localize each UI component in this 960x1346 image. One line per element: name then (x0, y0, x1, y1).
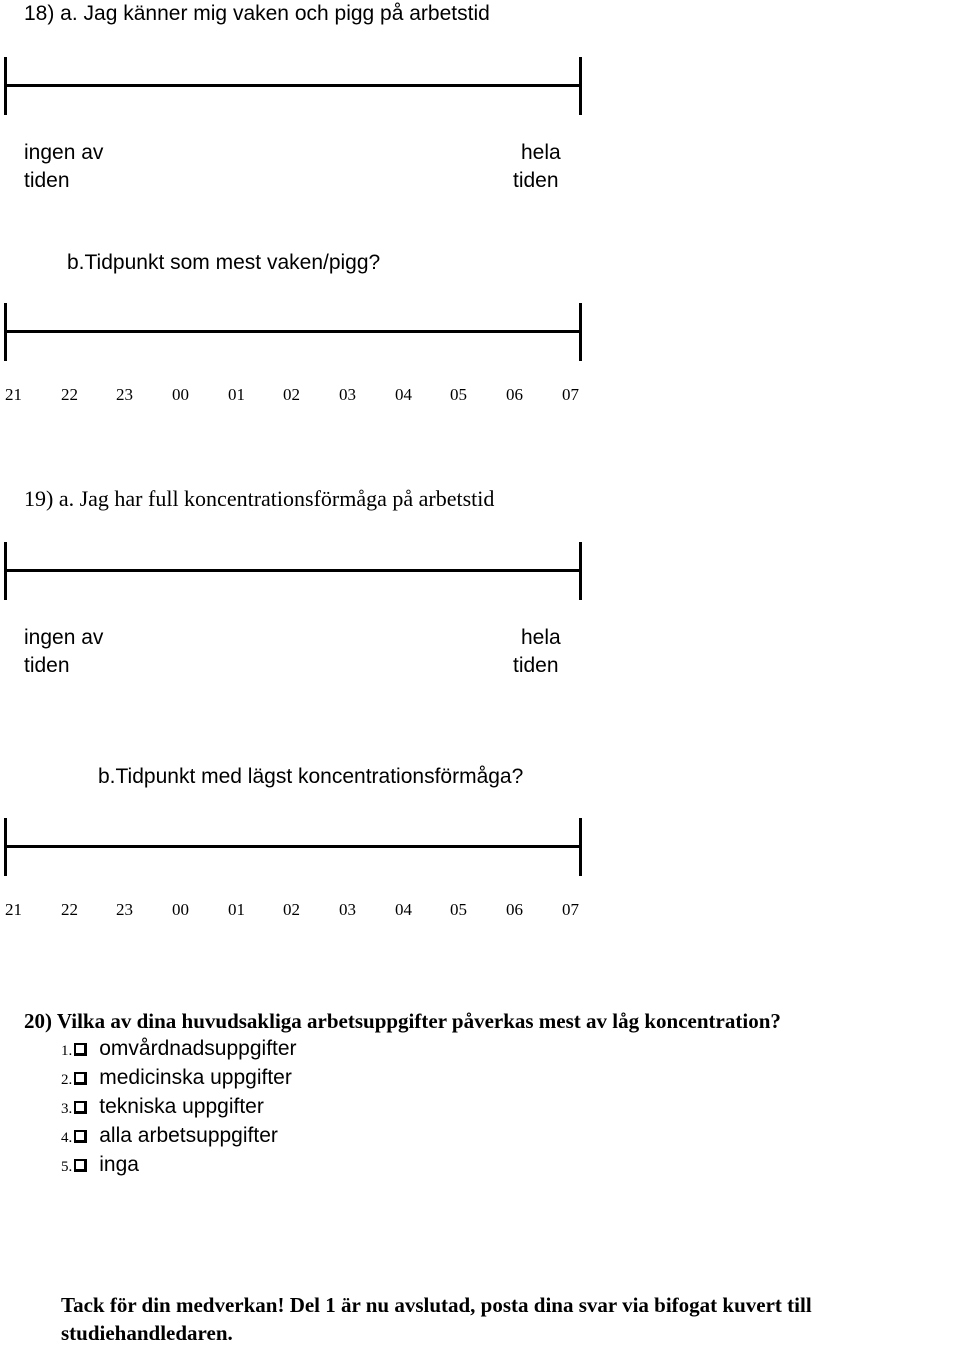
q19-right-anchor-line1: hela (521, 626, 561, 649)
option-row[interactable] (61, 1095, 297, 1124)
hour-label: 21 (5, 385, 22, 404)
hour-label: 23 (116, 900, 133, 919)
q19b-time-scale[interactable] (4, 818, 582, 876)
scale-right-tick (579, 818, 582, 876)
option-number: 1. (61, 1043, 73, 1059)
q19b-hour-labels (0, 900, 600, 924)
hour-label: 00 (172, 385, 189, 404)
q18-left-anchor-line2: tiden (24, 169, 70, 192)
option-row[interactable] (61, 1124, 297, 1153)
checkbox-icon[interactable] (74, 1043, 87, 1056)
scale-line (4, 84, 582, 87)
q20-options (61, 1037, 297, 1182)
hour-label: 07 (562, 900, 579, 919)
option-row[interactable] (61, 1066, 297, 1095)
hour-label: 23 (116, 385, 133, 404)
option-number: 2. (61, 1072, 73, 1088)
hour-label: 03 (339, 385, 356, 404)
option-label: tekniska uppgifter (99, 1095, 264, 1118)
option-label: inga (99, 1153, 139, 1176)
option-number: 5. (61, 1159, 73, 1175)
hour-label: 22 (61, 900, 78, 919)
hour-label: 22 (61, 385, 78, 404)
option-row[interactable] (61, 1037, 297, 1066)
scale-line (4, 569, 582, 572)
hour-label: 04 (395, 385, 412, 404)
option-label: alla arbetsuppgifter (99, 1124, 278, 1147)
q18b-hour-labels (0, 385, 600, 409)
hour-label: 01 (228, 385, 245, 404)
hour-label: 03 (339, 900, 356, 919)
hour-label: 02 (283, 900, 300, 919)
q19-visual-scale[interactable] (4, 542, 582, 600)
q19b-label: b.Tidpunkt med lägst koncentrationsförmåga? (98, 765, 524, 788)
q18b-time-scale[interactable] (4, 303, 582, 361)
q20-title: 20) Vilka av dina huvudsakliga arbetsuppgifter påverkas mest av låg koncentration? (24, 1009, 781, 1033)
q18-right-anchor-line1: hela (521, 141, 561, 164)
q19-left-anchor-line1: ingen av (24, 626, 104, 649)
scale-line (4, 845, 582, 848)
hour-label: 04 (395, 900, 412, 919)
hour-label: 21 (5, 900, 22, 919)
option-number: 4. (61, 1130, 73, 1146)
hour-label: 05 (450, 900, 467, 919)
option-row[interactable] (61, 1153, 297, 1182)
hour-label: 00 (172, 900, 189, 919)
closing-line-2: studiehandledaren. (61, 1321, 233, 1345)
q18-title: 18) a. Jag känner mig vaken och pigg på arbetstid (24, 2, 490, 25)
hour-label: 06 (506, 385, 523, 404)
hour-label: 07 (562, 385, 579, 404)
q19-right-anchor-line2: tiden (513, 654, 559, 677)
q18-left-anchor-line1: ingen av (24, 141, 104, 164)
q19-left-anchor-line2: tiden (24, 654, 70, 677)
q18b-label: b.Tidpunkt som mest vaken/pigg? (67, 251, 381, 274)
scale-right-tick (579, 57, 582, 115)
checkbox-icon[interactable] (74, 1101, 87, 1114)
option-label: medicinska uppgifter (99, 1066, 292, 1089)
checkbox-icon[interactable] (74, 1130, 87, 1143)
option-label: omvårdnadsuppgifter (99, 1037, 297, 1060)
scale-line (4, 330, 582, 333)
hour-label: 01 (228, 900, 245, 919)
q18-visual-scale[interactable] (4, 57, 582, 115)
hour-label: 06 (506, 900, 523, 919)
closing-line-1: Tack för din medverkan! Del 1 är nu avslutad, posta dina svar via bifogat kuvert till (61, 1293, 812, 1317)
scale-right-tick (579, 303, 582, 361)
checkbox-icon[interactable] (74, 1072, 87, 1085)
hour-label: 05 (450, 385, 467, 404)
checkbox-icon[interactable] (74, 1159, 87, 1172)
q18-right-anchor-line2: tiden (513, 169, 559, 192)
q19-title: 19) a. Jag har full koncentrationsförmåga på arbetstid (24, 486, 495, 511)
scale-right-tick (579, 542, 582, 600)
hour-label: 02 (283, 385, 300, 404)
option-number: 3. (61, 1101, 73, 1117)
